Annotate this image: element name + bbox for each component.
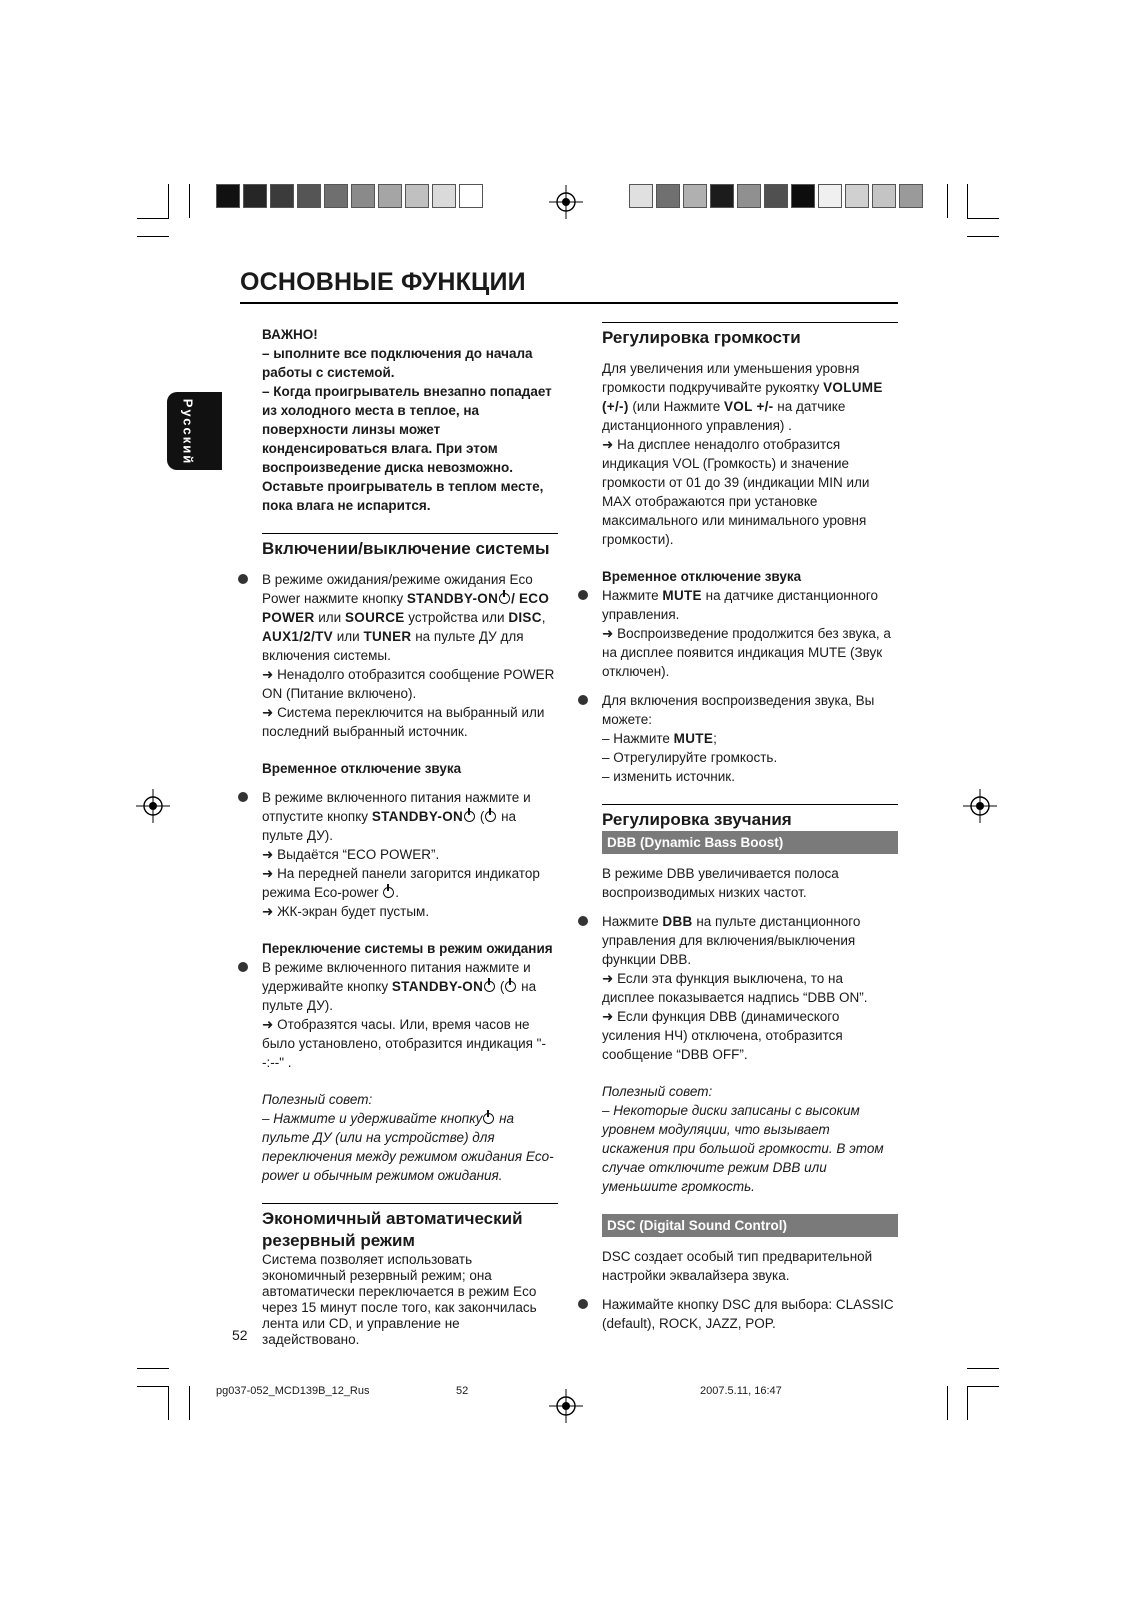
language-tab [167, 392, 222, 470]
text: Нажмите [602, 588, 663, 603]
color-swatch [216, 184, 240, 208]
dsc-header-bar: DSC (Digital Sound Control) [602, 1214, 898, 1237]
result-line [602, 435, 898, 549]
color-bar-left [216, 184, 483, 208]
text: , [541, 610, 546, 625]
color-swatch [432, 184, 456, 208]
crop-mark [168, 1386, 169, 1420]
volume-description [602, 359, 898, 435]
color-swatch [818, 184, 842, 208]
text: на датчике дистанционного управления. [602, 588, 878, 622]
result-line [602, 624, 898, 681]
section-rule [602, 804, 898, 805]
text: на датчике дистанционного управления) . [602, 399, 846, 433]
dbb-header-bar: DBB (Dynamic Bass Boost) [602, 831, 898, 854]
crop-mark [947, 184, 948, 218]
crop-mark [967, 1386, 999, 1387]
result-line [602, 1007, 898, 1064]
list-item [262, 570, 558, 665]
bullet-icon [578, 1299, 588, 1309]
color-swatch [459, 184, 483, 208]
power-icon [383, 887, 394, 898]
text: Нажимайте кнопку DSC для выбора: CLASSIC (default), ROCK, JAZZ, POP. [602, 1297, 894, 1331]
crop-mark [137, 218, 169, 219]
result-line [262, 864, 558, 902]
list-item [262, 958, 558, 1015]
crop-mark [967, 184, 968, 218]
title-rule [240, 302, 898, 304]
button-name: TUNER [363, 629, 412, 644]
tip-title: Полезный совет: [602, 1084, 713, 1099]
separator: / [511, 591, 516, 606]
page-number: 52 [232, 1327, 248, 1343]
text: Для увеличения или уменьшения уровня громкости подкручивайте рукоятку [602, 361, 860, 395]
text: Выдаётся “ECO POWER”. [277, 847, 440, 862]
text: На дисплее ненадолго отобразится индикация VOL (Громкость) и значение громкости от 01 до 39 (индикации MIN или MAX отображаются при установке максимального или минимального уровня громкости). [602, 437, 870, 547]
tip-title: Полезный совет: [262, 1092, 373, 1107]
important-note-2: – Когда проигрыватель внезапно попадает из холодного места в теплое, на поверхности линзы может конденсироваться влага. При этом воспроизведение диска невозможно. Оставьте проигрыватель в теплом месте, пока влага не испарится. [262, 384, 552, 513]
arrow-icon: ➜ [262, 866, 278, 881]
text: В режиме ожидания/режиме ожидания Eco Power нажмите кнопку [262, 572, 533, 606]
color-swatch [324, 184, 348, 208]
list-item [602, 1295, 898, 1333]
text: ( [496, 979, 505, 994]
button-name: VOLUME (+/-) [602, 380, 883, 414]
section-title-volume: Регулировка громкости [602, 328, 801, 347]
crop-mark [947, 1386, 948, 1420]
crop-mark [189, 184, 190, 218]
text: Воспроизведение продолжится без звука, а на дисплее появится индикация MUTE (Звук отключен). [602, 626, 891, 679]
color-swatch [297, 184, 321, 208]
list-item [602, 586, 898, 624]
bullet-icon [578, 916, 588, 926]
eco-description: Система позволяет использовать экономичный резервный режим; она автоматически переключается в режим Eco через 15 минут после того, как закончилась лента или CD, и управление не задействовано. [262, 1252, 537, 1347]
button-name: STANDBY-ON [406, 591, 499, 606]
list-item [602, 912, 898, 969]
tip-text: – Некоторые диски записаны с высоким уровнем модуляции, что вызывает искажения при большой громкости. В этом случае отключите режим DBB или уменьшите громкость. [602, 1103, 884, 1194]
crop-mark [189, 1386, 190, 1420]
footer-page: 52 [456, 1385, 469, 1397]
color-swatch [737, 184, 761, 208]
button-name: MUTE [662, 588, 702, 603]
text: на пульте ДУ). [262, 979, 537, 1013]
option-line: – Отрегулируйте громкость. [602, 750, 778, 765]
dbb-description: В режиме DBB увеличивается полоса воспроизводимых низких частот. [602, 866, 839, 900]
bullet-icon [578, 590, 588, 600]
text: на пульте ДУ для включения системы. [262, 629, 524, 663]
color-swatch [764, 184, 788, 208]
bullet-icon [238, 792, 248, 802]
left-column [262, 325, 558, 1348]
crop-mark [168, 184, 169, 218]
bullet-icon [238, 574, 248, 584]
text: Ненадолго отобразится сообщение POWER ON (Питание включено). [262, 667, 555, 701]
text: Если эта функция выключена, то на дисплее показывается надпись “DBB ON”. [602, 971, 868, 1005]
arrow-icon: ➜ [602, 1009, 618, 1024]
crop-mark [967, 1368, 999, 1369]
option-line [602, 729, 898, 748]
color-swatch [710, 184, 734, 208]
crop-mark [967, 1386, 968, 1420]
page-title: ОСНОВНЫЕ ФУНКЦИИ [240, 268, 526, 296]
tip-text [262, 1109, 558, 1185]
subsection-title-standby: Переключение системы в режим ожидания [262, 941, 553, 956]
button-name: AUX1/2/TV [262, 629, 333, 644]
button-name: SOURCE [344, 610, 405, 625]
registration-mark-icon [549, 185, 583, 219]
subsection-title-mute: Временное отключение звука [602, 569, 802, 584]
result-line [262, 845, 558, 864]
power-icon [505, 981, 516, 992]
subsection-title-mute: Временное отключение звука [262, 761, 462, 776]
text: или [332, 629, 364, 644]
result-line [262, 902, 558, 921]
color-swatch [899, 184, 923, 208]
text: В режиме включенного питания нажмите и отпустите кнопку [262, 790, 531, 824]
text: на пульте ДУ (или на устройстве) для переключения между режимом ожидания Eco-power и обычным режимом ожидания. [262, 1111, 554, 1183]
text: ЖК-экран будет пустым. [277, 904, 430, 919]
text: Нажмите [602, 914, 663, 929]
text: на пульте дистанционного управления для включения/выключения функции DBB. [602, 914, 861, 967]
arrow-icon: ➜ [602, 626, 618, 641]
registration-mark-icon [549, 1389, 583, 1423]
text: – Нажмите [602, 731, 674, 746]
section-rule [262, 533, 558, 534]
color-swatch [378, 184, 402, 208]
result-line [602, 969, 898, 1007]
right-column [602, 322, 898, 1333]
language-tab-label: Русский [180, 398, 196, 466]
bullet-icon [578, 695, 588, 705]
result-line [262, 703, 558, 741]
button-name: VOL +/- [723, 399, 774, 414]
text: (или Нажмите [628, 399, 724, 414]
button-name: DBB [662, 914, 693, 929]
option-line: – изменить источник. [602, 769, 735, 784]
button-name: DISC [508, 610, 542, 625]
button-name: ECO POWER [262, 591, 550, 625]
power-icon [499, 593, 510, 604]
important-note-1: – ыполните все подключения до начала работы с системой. [262, 346, 533, 380]
button-name: MUTE [673, 731, 714, 746]
arrow-icon: ➜ [262, 904, 278, 919]
arrow-icon: ➜ [602, 437, 618, 452]
text: устройства или [404, 610, 509, 625]
crop-mark [967, 236, 999, 237]
result-line [262, 1015, 558, 1072]
dsc-description: DSC создает особый тип предварительной настройки эквалайзера звука. [602, 1249, 873, 1283]
section-title-sound: Регулировка звучания [602, 810, 792, 829]
color-swatch [243, 184, 267, 208]
text: . [395, 885, 400, 900]
text: В режиме включенного питания нажмите и удерживайте кнопку [262, 960, 531, 994]
crop-mark [967, 218, 999, 219]
section-rule [602, 322, 898, 323]
list-item [602, 691, 898, 729]
color-swatch [791, 184, 815, 208]
power-icon [484, 981, 495, 992]
section-title-eco: Экономичный автоматический резервный режим [262, 1209, 523, 1250]
button-name: STANDBY-ON [391, 979, 484, 994]
color-swatch [270, 184, 294, 208]
color-swatch [845, 184, 869, 208]
text: на пульте ДУ). [262, 809, 517, 843]
color-swatch [405, 184, 429, 208]
color-swatch [629, 184, 653, 208]
important-title: ВАЖНО! [262, 327, 318, 342]
section-title-power: Включении/выключение системы [262, 539, 550, 558]
result-line [262, 665, 558, 703]
color-swatch [656, 184, 680, 208]
color-bar-right [629, 184, 923, 208]
crop-mark [137, 1386, 169, 1387]
arrow-icon: ➜ [602, 971, 618, 986]
power-icon [483, 1113, 494, 1124]
text: или [314, 610, 345, 625]
text: ( [476, 809, 485, 824]
power-icon [464, 811, 475, 822]
crop-mark [137, 1368, 169, 1369]
text: – Нажмите и удерживайте кнопку [262, 1111, 483, 1126]
color-swatch [351, 184, 375, 208]
arrow-icon: ➜ [262, 847, 278, 862]
button-name: STANDBY-ON [371, 809, 464, 824]
power-icon [485, 811, 496, 822]
text: Для включения воспроизведения звука, Вы можете: [602, 693, 875, 727]
text: На передней панели загорится индикатор режима Eco-power [262, 866, 540, 900]
text: ; [713, 731, 717, 746]
list-item [262, 788, 558, 845]
footer-filename: pg037-052_MCD139B_12_Rus [216, 1385, 370, 1397]
bullet-icon [238, 962, 248, 972]
arrow-icon: ➜ [262, 1017, 278, 1032]
text: Отобразятся часы. Или, время часов не было установлено, отобразится индикация "--:--" . [262, 1017, 546, 1070]
footer-date: 2007.5.11, 16:47 [700, 1385, 782, 1397]
color-swatch [872, 184, 896, 208]
text: Система переключится на выбранный или последний выбранный источник. [262, 705, 545, 739]
registration-mark-icon [136, 789, 170, 823]
registration-mark-icon [963, 789, 997, 823]
arrow-icon: ➜ [262, 667, 278, 682]
arrow-icon: ➜ [262, 705, 278, 720]
section-rule [262, 1203, 558, 1204]
crop-mark [137, 236, 169, 237]
color-swatch [683, 184, 707, 208]
text: Если функция DBB (динамического усиления НЧ) отключена, отобразится сообщение “DBB OFF”. [602, 1009, 843, 1062]
